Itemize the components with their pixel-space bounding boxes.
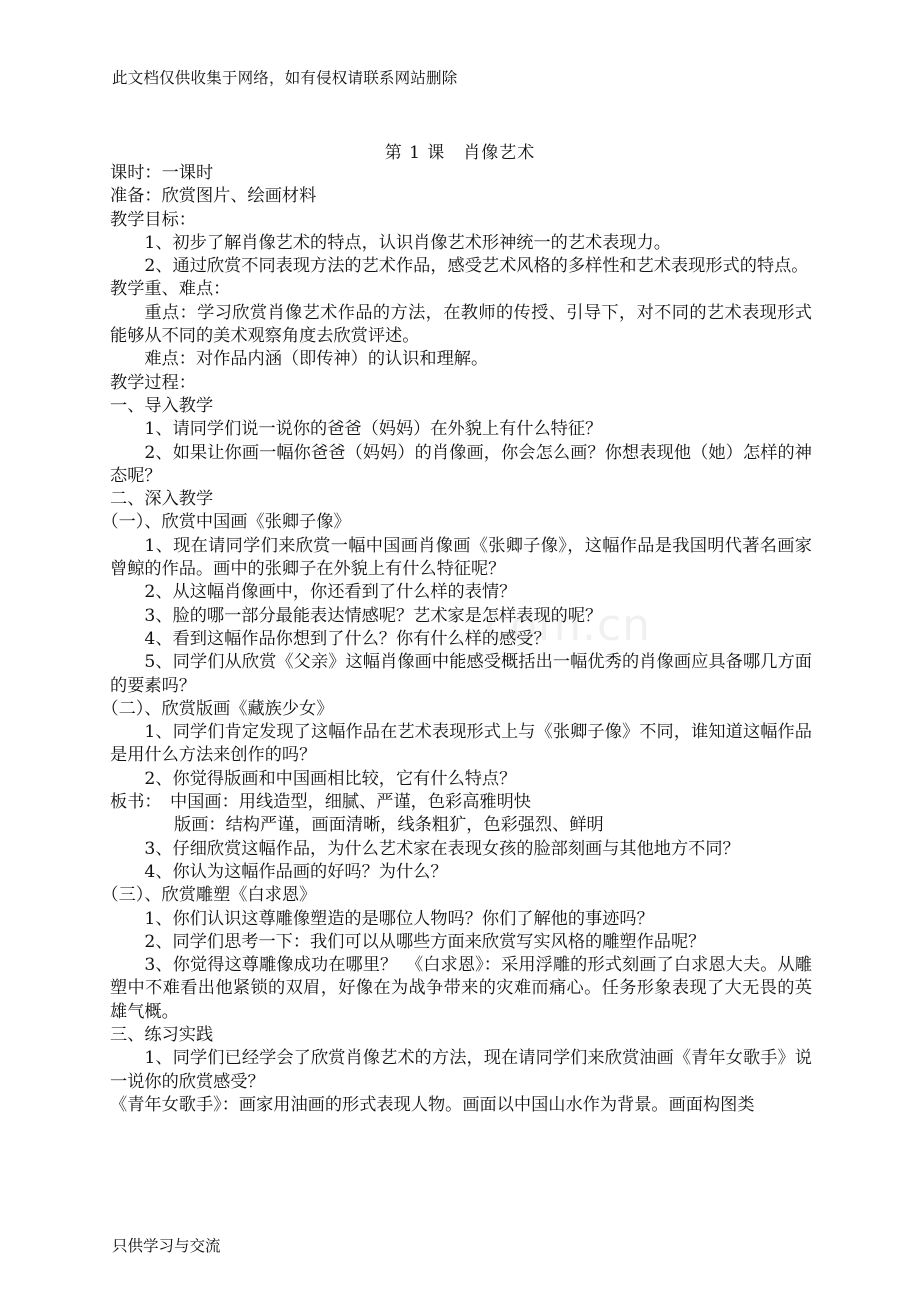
page-footer-note: 只供学习与交流	[112, 1237, 221, 1255]
goals-heading: 教学目标：	[110, 209, 196, 230]
board-line-print: 版画：结构严谨，画面清晰，线条粗犷，色彩强烈、鲜明	[174, 815, 604, 836]
goal-item: 2、通过欣赏不同表现方法的艺术作品，感受艺术风格的多样性和艺术表现形式的特点。	[144, 256, 809, 277]
s2-item: 1、同学们肯定发现了这幅作品在艺术表现形式上与《张卿子像》不同，谁知道这幅作品是用什么方法来创作的吗？	[110, 722, 812, 766]
board-label: 板书：	[110, 792, 162, 813]
section-practice-heading: 三、练习实践	[110, 1024, 214, 1045]
section-deep-heading: 二、深入教学	[110, 489, 214, 510]
board-line-chinese-painting: 中国画：用线造型，细腻、严谨，色彩高雅明快	[170, 792, 531, 813]
subsection-1-heading: （一）、欣赏中国画《张卿子像》	[101, 512, 351, 533]
key-point: 重点：学习欣赏肖像艺术作品的方法，在教师的传授、引导下，对不同的艺术表现形式能够从不同的美术观察角度去欣赏评述。	[110, 302, 812, 347]
difficult-point: 难点：对作品内涵（即传神）的认识和理解。	[144, 349, 489, 370]
page-header-note: 此文档仅供收集于网络，如有侵权请联系网站删除	[112, 69, 458, 87]
preparation: 准备：欣赏图片、绘画材料	[110, 186, 317, 207]
s2-item: 2、你觉得版画和中国画相比较，它有什么特点？	[144, 768, 517, 789]
keypoints-heading: 教学重、难点：	[110, 279, 231, 300]
document-body	[101, 162, 812, 1117]
board-notes-row	[110, 791, 812, 814]
goal-item: 1、初步了解肖像艺术的特点，认识肖像艺术形神统一的艺术表现力。	[144, 232, 671, 253]
intro-item: 2、如果让你画一幅你爸爸（妈妈）的肖像画，你会怎么画？你想表现他（她）怎样的神态呢？	[110, 442, 812, 486]
subsection-3-heading: （三）、欣赏雕塑《白求恩》	[101, 885, 317, 906]
s1-item: 5、同学们从欣赏《父亲》这幅肖像画中能感受概括出一幅优秀的肖像画应具备哪几方面的要素吗？	[110, 652, 812, 696]
s1-item: 3、脸的哪一部分最能表达情感呢？艺术家是怎样表现的呢？	[144, 605, 603, 626]
s2-item: 4、你认为这幅作品画的好吗？为什么？	[144, 861, 448, 882]
section-intro-heading: 一、导入教学	[110, 395, 214, 416]
process-heading: 教学过程：	[110, 372, 196, 393]
s3-item: 2、同学们思考一下：我们可以从哪些方面来欣赏写实风格的雕塑作品呢？	[144, 931, 706, 952]
s1-item: 2、从这幅肖像画中，你还看到了什么样的表情？	[144, 582, 517, 603]
intro-item: 1、请同学们说一说你的爸爸（妈妈）在外貌上有什么特征？	[144, 419, 603, 440]
watermark: .com.cn	[470, 600, 652, 651]
s2-item: 3、仔细欣赏这幅作品，为什么艺术家在表现女孩的脸部刻画与其他地方不同？	[144, 838, 740, 859]
subsection-2-heading: （二）、欣赏版画《藏族少女》	[101, 698, 334, 719]
s1-item: 1、现在请同学们来欣赏一幅中国画肖像画《张卿子像》，这幅作品是我国明代著名画家曾鲸的作品。画中的张卿子在外貌上有什么特征呢？	[110, 535, 812, 580]
s1-item: 4、看到这幅作品你想到了什么？你有什么样的感受？	[144, 628, 551, 649]
practice-tail: 《青年女歌手》：画家用油画的形式表现人物。画面以中国山水作为背景。画面构图类	[110, 1094, 755, 1115]
s3-item: 3、你觉得这尊雕像成功在哪里？ 《白求恩》：采用浮雕的形式刻画了白求恩大夫。从雕塑中不难看出他紧锁的双眉，好像在为战争带来的灾难而痛心。任务形象表现了大无畏的英雄气概。	[110, 955, 812, 1022]
practice-item: 1、同学们已经学会了欣赏肖像艺术的方法，现在请同学们来欣赏油画《青年女歌手》说一说你的欣赏感受？	[110, 1048, 812, 1092]
lesson-time: 课时：一课时	[110, 163, 214, 183]
page-title: 第 1 课 肖像艺术	[384, 143, 536, 163]
s3-item: 1、你们认识这尊雕像塑造的是哪位人物吗？你们了解他的事迹吗？	[144, 908, 654, 929]
